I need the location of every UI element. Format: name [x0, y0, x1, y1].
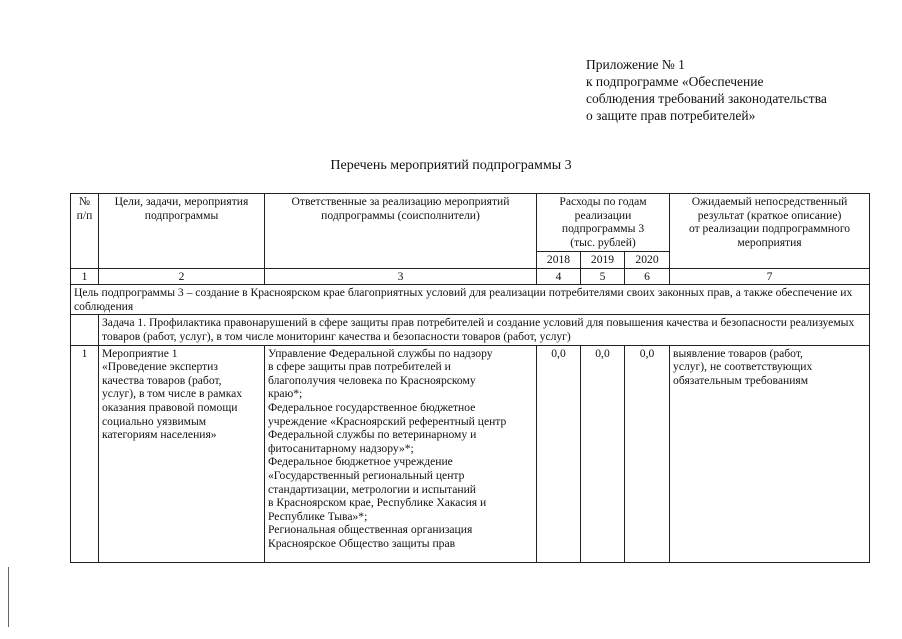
appendix-line: Приложение № 1 [586, 57, 685, 72]
col-number: 1 [71, 268, 99, 285]
task-row [71, 315, 870, 345]
header-expenses: Расходы по годам реализации подпрограммы 3 (тыс. рублей) [537, 194, 670, 252]
activity-row [71, 345, 870, 562]
col-number: 4 [537, 268, 581, 285]
col-number: 6 [625, 268, 670, 285]
scan-margin-mark [8, 567, 9, 627]
header-responsible: Ответственные за реализацию мероприятий подпрограммы (соисполнители) [265, 194, 537, 269]
appendix-note [586, 56, 886, 124]
expense-2018: 0,0 [537, 345, 581, 562]
activities-table [70, 193, 870, 563]
task-text: Задача 1. Профилактика правонарушений в сфере защиты прав потребителей и создание условий для повышения качества и безопасности реализуемых товаров (работ, услуг), в том числе мониторинг качества и безопасности товаров (работ, услуг) [99, 315, 870, 345]
expense-2019: 0,0 [581, 345, 625, 562]
year-2020: 2020 [625, 252, 670, 269]
header-num: № п/п [71, 194, 99, 269]
appendix-line: к подпрограмме «Обеспечение [586, 74, 764, 89]
year-2018: 2018 [537, 252, 581, 269]
header-row [71, 194, 870, 252]
goal-text: Цель подпрограммы 3 – создание в Красноярском крае благоприятных условий для реализации потребителями своих законных прав, а также обеспечение их соблюдения [71, 285, 870, 315]
header-result: Ожидаемый непосредственный результат (краткое описание) от реализации подпрограммного мероприятия [670, 194, 870, 269]
document-title: Перечень мероприятий подпрограммы 3 [330, 158, 572, 173]
page-bottom-area [0, 566, 902, 639]
goal-row [71, 285, 870, 315]
column-numbers-row [71, 268, 870, 285]
year-2019: 2019 [581, 252, 625, 269]
col-number: 7 [670, 268, 870, 285]
col-number: 3 [265, 268, 537, 285]
activity-responsible: Управление Федеральной службы по надзору в сфере защиты прав потребителей и благополучия человека по Красноярскому краю*; Федеральное государственное бюджетное учреждение «Красноярский референтный центр Федеральной службы по ветеринарному и фитосанитарному надзору»*; Федеральное бюджетное учреждение «Государственный региональный центр стандартизации, метрологии и испытаний в Красноярском крае, Республике Хакасия и Республике Тыва»*; Региональная общественная организация Красноярское Общество защиты прав [265, 345, 537, 562]
activity-result: выявление товаров (работ, услуг), не соответствующих обязательным требованиям [670, 345, 870, 562]
appendix-line: соблюдения требований законодательства [586, 91, 827, 106]
col-number: 5 [581, 268, 625, 285]
activity-num: 1 [71, 345, 99, 562]
activity-name: Мероприятие 1 «Проведение экспертиз качества товаров (работ, услуг), в том числе в рамках оказания правовой помощи социально уязвимым категориям населения» [99, 345, 265, 562]
header-goals: Цели, задачи, мероприятия подпрограммы [99, 194, 265, 269]
expense-2020: 0,0 [625, 345, 670, 562]
appendix-line: о защите прав потребителей» [586, 108, 756, 123]
col-number: 2 [99, 268, 265, 285]
task-empty-cell [71, 315, 99, 345]
